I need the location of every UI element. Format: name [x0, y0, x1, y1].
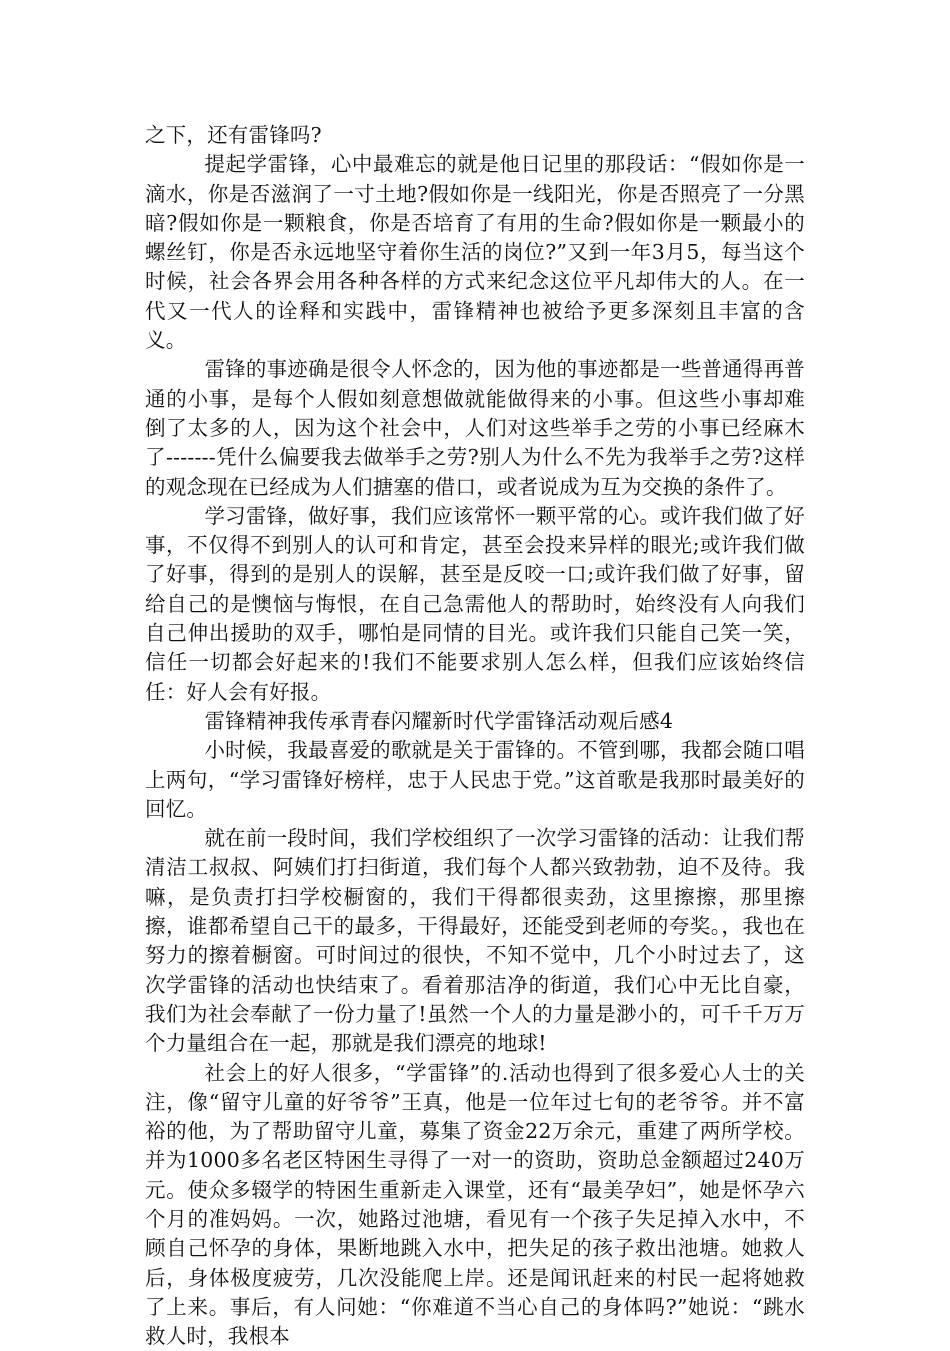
paragraph-continuation: 之下，还有雷锋吗? — [145, 121, 805, 150]
paragraph-school-activity: 就在前一段时间，我们学校组织了一次学习雷锋的活动：让我们帮清洁工叔叔、阿姨们打扫街道，我们每个人都兴致勃勃，迫不及待。我嘛，是负责打扫学校橱窗的，我们干得都很卖劲，这里擦擦，那里擦擦，谁都希望自己干的最多，干得最好，还能受到老师的夸奖。，我也在努力的擦着橱窗。可时间过的很快，不知不觉中，几个小时过去了，这次学雷锋的活动也快结束了。看着那洁净的街道，我们心中无比自豪，我们为社会奉献了一份力量了!虽然一个人的力量是渺小的，可千千万万个力量组合在一起，那就是我们漂亮的地球! — [145, 824, 805, 1058]
paragraph-deeds: 雷锋的事迹确是很令人怀念的，因为他的事迹都是一些普通得再普通的小事，是每个人假如刻意想做就能做得来的小事。但这些小事却难倒了太多的人，因为这个社会中，人们对这些举手之劳的小事已经麻木了-------凭什么偏要我去做举手之劳?别人为什么不先为我举手之劳?这样的观念现在已经成为人们搪塞的借口，或者说成为互为交换的条件了。 — [145, 355, 805, 501]
paragraph-ordinary-heart: 学习雷锋，做好事，我们应该常怀一颗平常的心。或许我们做了好事，不仅得不到别人的认可和肯定，甚至会投来异样的眼光;或许我们做了好事，得到的是别人的误解，甚至是反咬一口;或许我们做了好事，留给自己的是懊恼与悔恨，在自己急需他人的帮助时，始终没有人向我们自己伸出援助的双手，哪怕是同情的目光。或许我们只能自己笑一笑，信任一切都会好起来的!我们不能要求别人怎么样，但我们应该始终信任：好人会有好报。 — [145, 502, 805, 707]
paragraph-childhood-song: 小时候，我最喜爱的歌就是关于雷锋的。不管到哪，我都会随口唱上两句，“学习雷锋好榜样，忠于人民忠于党。”这首歌是我那时最美好的回忆。 — [145, 736, 805, 824]
paragraph-diary-quote: 提起学雷锋，心中最难忘的就是他日记里的那段话：“假如你是一滴水，你是否滋润了一寸土地?假如你是一线阳光，你是否照亮了一分黑暗?假如你是一颗粮食，你是否培育了有用的生命?假如你是一颗最小的螺丝钉，你是否永远地坚守着你生活的岗位?”又到一年3月5，每当这个时候，社会各界会用各种各样的方式来纪念这位平凡却伟大的人。在一代又一代人的诠释和实践中，雷锋精神也被给予更多深刻且丰富的含义。 — [145, 150, 805, 355]
section-heading: 雷锋精神我传承青春闪耀新时代学雷锋活动观后感4 — [145, 707, 805, 736]
document-body — [145, 121, 805, 1351]
paragraph-good-people: 社会上的好人很多，“学雷锋”的.活动也得到了很多爱心人士的关注，像“留守儿童的好爷爷”王真，他是一位年过七旬的老爷爷。并不富裕的他，为了帮助留守儿童，募集了资金22万余元，重建了两所学校。并为1000多名老区特困生寻得了一对一的资助，资助总金额超过240万元。使众多辍学的特困生重新走入课堂，还有“最美孕妇”，她是怀孕六个月的准妈妈。一次，她路过池塘，看见有一个孩子失足掉入水中，不顾自己怀孕的身体，果断地跳入水中，把失足的孩子救出池塘。她救人后，身体极度疲劳，几次没能爬上岸。还是闻讯赶来的村民一起将她救了上来。事后，有人问她：“你难道不当心自己的身体吗?”她说：“跳水救人时，我根本 — [145, 1059, 805, 1351]
